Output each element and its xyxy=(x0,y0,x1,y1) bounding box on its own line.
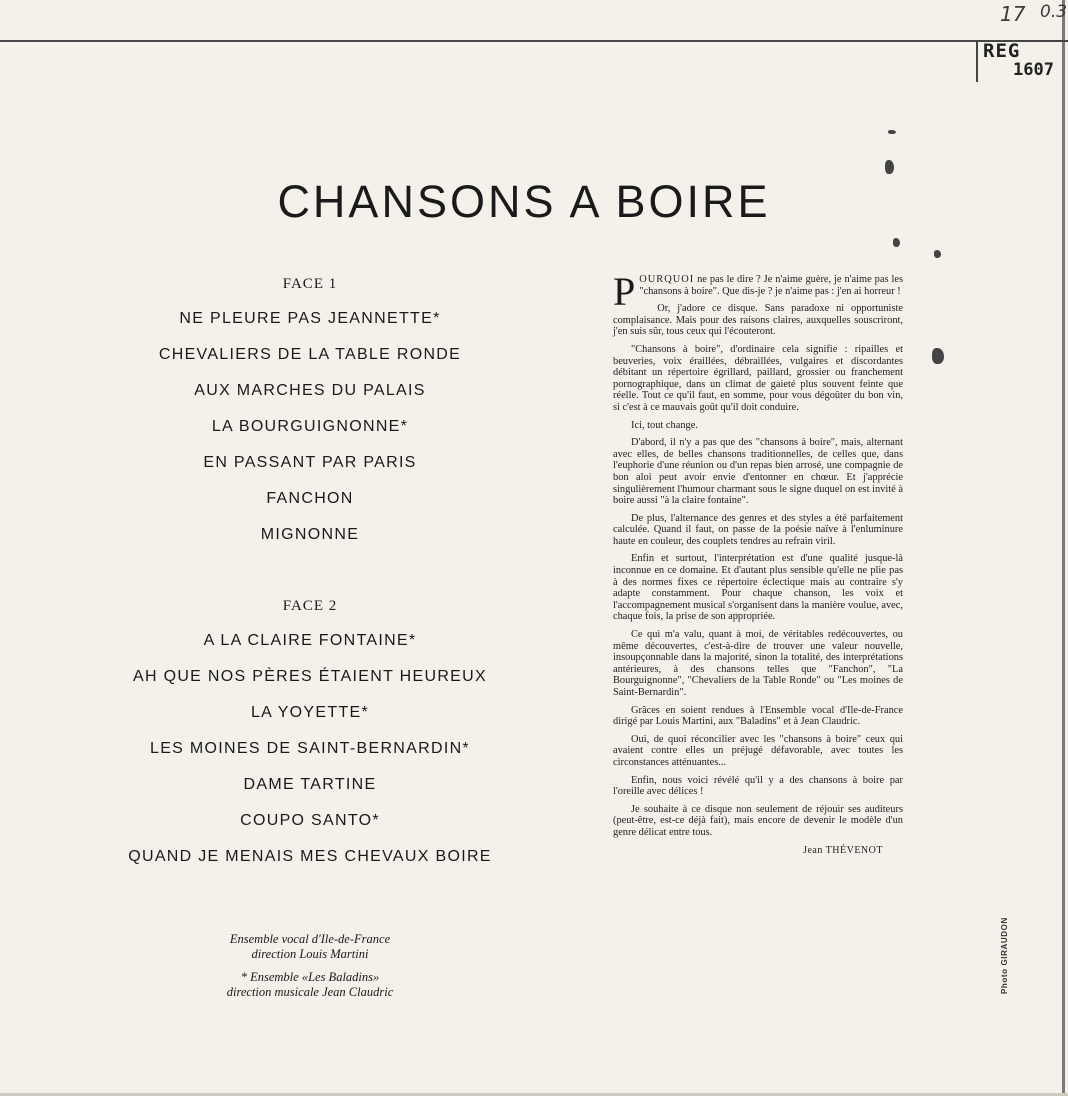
track-title: EN PASSANT PAR PARIS xyxy=(203,454,417,471)
track-title: NE PLEURE PAS JEANNETTE* xyxy=(179,310,441,327)
notes-paragraph: Oui, de quoi réconcilier avec les "chansons à boire" ceux qui avaient contre elles un préjugé défavorable, avec toutes les circonstances atténuantes... xyxy=(613,733,903,768)
face-1-label: FACE 1 xyxy=(282,276,338,292)
track-title: LES MOINES DE SAINT-BERNARDIN* xyxy=(150,740,470,757)
notes-paragraph xyxy=(613,269,903,314)
album-title: CHANSONS A BOIRE xyxy=(277,176,771,227)
notes-paragraph: "Chansons à boire", d'ordinaire cela signifie : ripailles et beuveries, voix éraillées, débraillées, vulgaires et discordantes débitant un répertoire égrillard, paillard, grossier ou franchement pornographique, dans un climat de gaieté plus souvent feinte que réelle. Tout ce qu'il faut, en somme, pour vous dégoûter du bon vin, si c'est à ce mauvais goût qu'il doit conduire. xyxy=(613,343,903,413)
ink-blot xyxy=(934,250,941,258)
track-title: AUX MARCHES DU PALAIS xyxy=(194,382,426,399)
credit-baladins: * Ensemble «Les Baladins» xyxy=(240,970,380,984)
notes-paragraph: Ici, tout change. xyxy=(631,419,698,431)
handwritten-note-2: 0.3 xyxy=(1040,2,1068,22)
catalog-number: 1607 xyxy=(1013,60,1054,80)
notes-text: ne pas le dire ? Je n'aime guère, je n'aime pas les "chansons à boire". Que dis-je ? je n'aime pas : j'en ai horreur ! xyxy=(639,274,903,297)
notes-paragraph: De plus, l'alternance des genres et des styles a été parfaitement calculée. Quand il faut, on passe de la poésie naïve à l'enluminure haute en couleur, des couplets tendres au refrain viril. xyxy=(613,512,903,547)
track-title: AH QUE NOS PÈRES ÉTAIENT HEUREUX xyxy=(133,668,487,685)
photo-credit: Photo GIRAUDON xyxy=(1000,917,1009,994)
top-rule xyxy=(0,40,1068,42)
notes-paragraph: Je souhaite à ce disque non seulement de réjouir ses auditeurs (peut-être, est-ce déjà fait), mais encore de devenir le modèle d'un genre délicat entre tous. xyxy=(613,803,903,838)
face-separator xyxy=(110,560,510,598)
ink-blot xyxy=(932,348,944,364)
credit-ensemble: Ensemble vocal d'Ile-de-France xyxy=(229,932,391,946)
track-title: LA BOURGUIGNONNE* xyxy=(211,418,409,435)
right-edge-line xyxy=(1062,0,1065,1096)
notes-paragraph: Or, j'adore ce disque. Sans paradoxe ni opportuniste complaisance. Mais pour des raisons claires, auxquelles souscriront, j'en suis sûr, tous ceux qui l'écouteront. xyxy=(613,303,903,338)
track-title: DAME TARTINE xyxy=(243,776,377,793)
author-signature: Jean THÉVENOT xyxy=(803,844,883,856)
track-title: A LA CLAIRE FONTAINE* xyxy=(203,632,417,649)
track-title: CHEVALIERS DE LA TABLE RONDE xyxy=(158,346,462,363)
drop-cap-word: OURQUOI xyxy=(639,274,695,285)
liner-notes xyxy=(613,269,903,862)
ink-blot xyxy=(888,130,896,134)
credit-music-director: direction musicale Jean Claudric xyxy=(226,985,394,999)
face-2-label: FACE 2 xyxy=(282,598,338,614)
notes-paragraph: Enfin et surtout, l'interprétation est d'une qualité jusque-là inconnue en ce domaine. Et d'autant plus sensible qu'elle ne plie pas à des normes fixes ce répertoire éclectique mais au contraire s'y adapte constamment. Pour chaque chanson, les voix et l'accompagnement musical s'organisent dans la manière voulue, avec, chaque fois, la prise de son appropriée. xyxy=(613,553,903,623)
ink-blot xyxy=(893,238,900,247)
ink-blot xyxy=(885,160,894,174)
notes-paragraph: D'abord, il n'y a pas que des "chansons à boire", mais, alternant avec elles, de belles chansons traditionnelles, de celles que, dans l'euphorie d'une réunion ou d'un repas bien arrosé, une compagnie de bon aloi peut avoir envie d'entonner en chœur. Et j'apprécie singulièrement l'humour charmant sous le signe duquel on est invité à boire aussi "à la claire fontaine". xyxy=(613,437,903,507)
notes-paragraph: Ce qui m'a valu, quant à moi, de véritables redécouvertes, ou même découvertes, c'est-à-dire de trouver une valeur nouvelle, insoupçonnable dans la majorité, sinon la totalité, des interprétations antérieures, à des chansons telles que "Fanchon", "La Bourguignonne", "Chevaliers de la Table Ronde" ou "Les moines de Saint-Bernardin". xyxy=(613,629,903,698)
track-title: FANCHON xyxy=(266,490,354,507)
catalog-label: REG xyxy=(983,40,1021,62)
credit-director: direction Louis Martini xyxy=(251,947,369,961)
track-title: QUAND JE MENAIS MES CHEVAUX BOIRE xyxy=(128,848,492,865)
performer-credits xyxy=(180,932,440,1000)
track-title: LA YOYETTE* xyxy=(250,704,370,721)
notes-paragraph: Enfin, nous voici révélé qu'il y a des chansons à boire par l'oreille avec délices ! xyxy=(613,774,903,798)
tracklist xyxy=(110,276,510,882)
drop-cap: P xyxy=(613,269,636,314)
track-title: COUPO SANTO* xyxy=(240,812,380,829)
notes-paragraph: Grâces en soient rendues à l'Ensemble vocal d'Ile-de-France dirigé par Louis Martini, aux "Baladins" et à Jean Claudric. xyxy=(613,704,903,728)
track-title: MIGNONNE xyxy=(260,526,360,543)
handwritten-note-1: 17 xyxy=(1000,2,1026,26)
